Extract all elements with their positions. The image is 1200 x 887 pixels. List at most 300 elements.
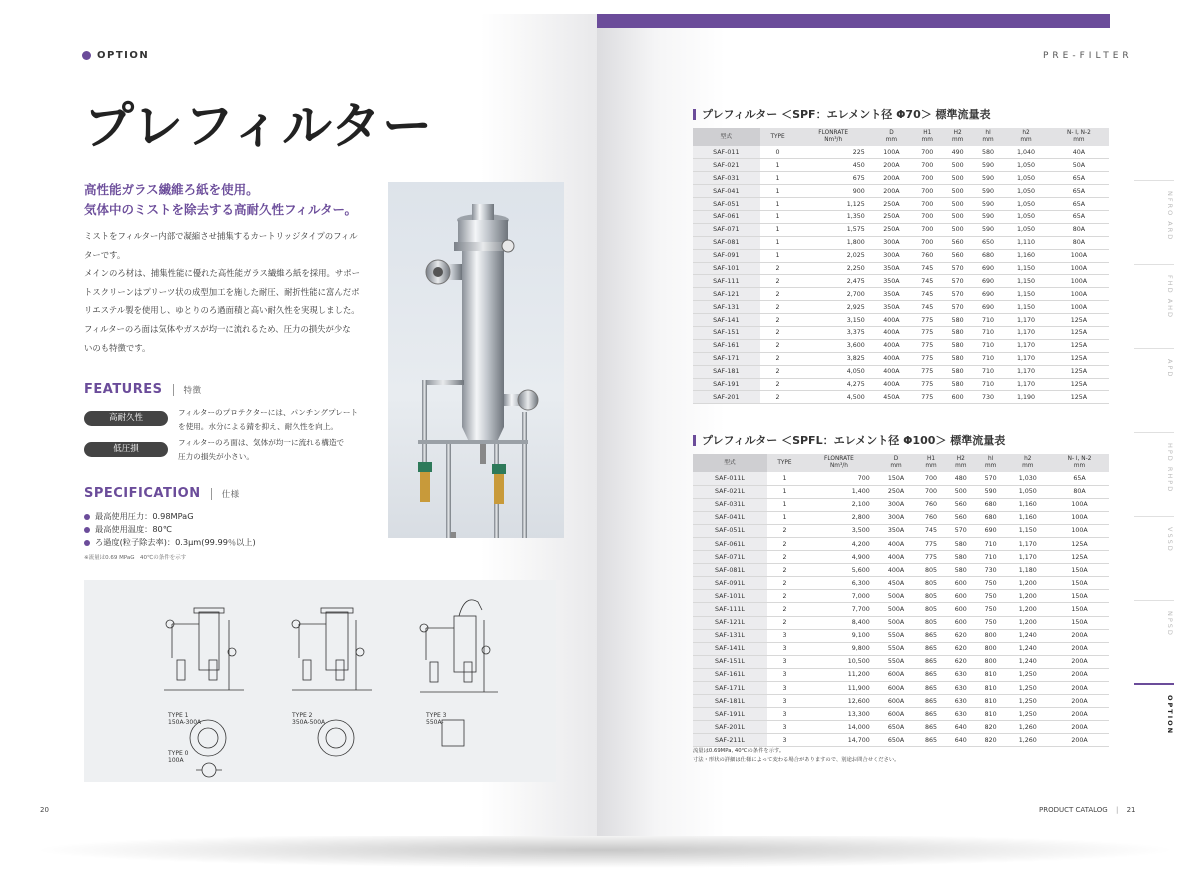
table-cell: 250A xyxy=(876,485,916,498)
table-cell: 810 xyxy=(976,668,1006,681)
table-row xyxy=(693,577,1109,590)
table-cell: SAF-091 xyxy=(693,249,760,262)
table-cell: 2 xyxy=(767,537,802,550)
table-cell: 13,300 xyxy=(802,708,876,721)
table-cell: 590 xyxy=(976,485,1006,498)
table-row xyxy=(693,655,1109,668)
table-cell: 1,150 xyxy=(1003,301,1049,314)
column-header: H1 mm xyxy=(916,454,946,472)
table-cell: 775 xyxy=(912,365,942,378)
table-cell: SAF-021L xyxy=(693,485,767,498)
table-cell: 630 xyxy=(946,695,976,708)
table-cell: 1,125 xyxy=(796,198,871,211)
table-cell: 775 xyxy=(912,391,942,404)
column-header: TYPE xyxy=(767,454,802,472)
table-cell: 200A xyxy=(1050,695,1109,708)
table-cell: 150A xyxy=(876,472,916,485)
table-cell: 865 xyxy=(916,668,946,681)
table-cell: 400A xyxy=(876,564,916,577)
table-cell: SAF-101L xyxy=(693,590,767,603)
table-row xyxy=(693,708,1109,721)
table-cell: 710 xyxy=(973,352,1003,365)
table-cell: 560 xyxy=(942,249,972,262)
table-row xyxy=(693,223,1109,236)
table-cell: SAF-051L xyxy=(693,524,767,537)
table-row xyxy=(693,391,1109,404)
column-header: N- I, N-2 mm xyxy=(1050,454,1109,472)
table-cell: 3 xyxy=(767,721,802,734)
table-cell: 9,800 xyxy=(802,642,876,655)
feature-tag: 低圧損 xyxy=(84,442,168,457)
table-cell: 450 xyxy=(796,159,871,172)
table-cell: 2,475 xyxy=(796,275,871,288)
table-cell: 745 xyxy=(916,524,946,537)
table-row xyxy=(693,339,1109,352)
table-cell: SAF-131L xyxy=(693,629,767,642)
table-cell: 1 xyxy=(760,236,796,249)
table-cell: 600A xyxy=(876,668,916,681)
table-cell: 1 xyxy=(760,249,796,262)
table-cell: 710 xyxy=(973,365,1003,378)
table-cell: 80A xyxy=(1050,485,1109,498)
side-tab-active[interactable]: OPTION xyxy=(1134,683,1174,783)
table-cell: 580 xyxy=(942,326,972,339)
table-cell: 1 xyxy=(760,185,796,198)
page-title: プレフィルター xyxy=(84,97,433,155)
table-cell: 4,500 xyxy=(796,391,871,404)
prefilter-vessel-illustration xyxy=(388,182,564,538)
table-cell: 800 xyxy=(976,629,1006,642)
table-cell: 3 xyxy=(767,655,802,668)
table-cell: 3 xyxy=(767,668,802,681)
spread-shadow xyxy=(30,832,1180,868)
table-cell: 200A xyxy=(1050,721,1109,734)
table-cell: 730 xyxy=(976,564,1006,577)
table-cell: 125A xyxy=(1049,378,1109,391)
side-tab[interactable]: APD xyxy=(1134,348,1174,432)
table-row xyxy=(693,198,1109,211)
table-cell: 100A xyxy=(1049,275,1109,288)
table-cell: 2 xyxy=(760,365,796,378)
table-cell: 620 xyxy=(946,629,976,642)
table-cell: 600 xyxy=(946,577,976,590)
column-header: H2 mm xyxy=(942,128,972,146)
column-header: TYPE xyxy=(760,128,796,146)
table-cell: 580 xyxy=(942,378,972,391)
table-cell: 1 xyxy=(767,485,802,498)
diagram-label: TYPE 0 100A xyxy=(168,750,189,764)
side-tab[interactable]: HPD RHPD xyxy=(1134,432,1174,516)
table-cell: 750 xyxy=(976,590,1006,603)
diagram-label: TYPE 1 150A-300A xyxy=(168,712,202,726)
table-cell: SAF-021 xyxy=(693,159,760,172)
diagram-label: TYPE 3 550A- xyxy=(426,712,447,726)
table-row xyxy=(693,524,1109,537)
table-cell: SAF-121 xyxy=(693,288,760,301)
table-cell: 745 xyxy=(912,262,942,275)
table-cell: 125A xyxy=(1049,352,1109,365)
table-cell: 400A xyxy=(871,339,912,352)
table-cell: 350A xyxy=(876,524,916,537)
table-cell: 3,500 xyxy=(802,524,876,537)
table-cell: 690 xyxy=(973,262,1003,275)
table-cell: 550A xyxy=(876,655,916,668)
table-cell: 65A xyxy=(1050,472,1109,485)
table-cell: SAF-191 xyxy=(693,378,760,391)
specification-heading: SPECIFICATION 仕様 xyxy=(84,486,240,501)
table-row xyxy=(693,236,1109,249)
table-cell: 865 xyxy=(916,682,946,695)
table-row xyxy=(693,498,1109,511)
table-cell: 630 xyxy=(946,708,976,721)
column-header: N- I, N-2 mm xyxy=(1049,128,1109,146)
table-cell: 710 xyxy=(976,537,1006,550)
table-cell: SAF-111L xyxy=(693,603,767,616)
table-cell: 3 xyxy=(767,682,802,695)
table-cell: 500 xyxy=(942,210,972,223)
table-cell: 750 xyxy=(976,603,1006,616)
table-cell: 690 xyxy=(976,524,1006,537)
table-cell: 1,170 xyxy=(1003,365,1049,378)
table-cell: 1,250 xyxy=(1005,695,1050,708)
table-cell: SAF-161 xyxy=(693,339,760,352)
table-cell: 590 xyxy=(973,172,1003,185)
table-cell: 125A xyxy=(1049,365,1109,378)
table-cell: 500A xyxy=(876,590,916,603)
table-cell: 3,825 xyxy=(796,352,871,365)
table-cell: 150A xyxy=(1050,590,1109,603)
spec-note: ※流量は0.69 MPaG 40℃の条件を示す xyxy=(84,555,187,561)
table-cell: 3 xyxy=(767,642,802,655)
table-cell: SAF-041 xyxy=(693,185,760,198)
table-cell: 1,200 xyxy=(1005,616,1050,629)
table-cell: 775 xyxy=(912,378,942,391)
table-cell: 1 xyxy=(760,198,796,211)
heading-separator xyxy=(173,384,174,396)
table-row xyxy=(693,642,1109,655)
table-row xyxy=(693,185,1109,198)
table-cell: SAF-141L xyxy=(693,642,767,655)
table-cell: 350A xyxy=(871,301,912,314)
table-cell: 500 xyxy=(946,485,976,498)
table-cell: 65A xyxy=(1049,172,1109,185)
table-row xyxy=(693,734,1109,747)
spec-item: ろ過度(粒子除去率)：0.3μm(99.99％以上) xyxy=(84,537,256,548)
table-cell: 7,000 xyxy=(802,590,876,603)
body-line: フィルターのろ面は気体やガスが均一に流れるため、圧力の損失が少な xyxy=(84,323,351,334)
table-cell: 810 xyxy=(976,682,1006,695)
body-line: ターです。 xyxy=(84,249,126,260)
table-cell: 1,250 xyxy=(1005,682,1050,695)
table-cell: SAF-181L xyxy=(693,695,767,708)
table-cell: 100A xyxy=(1049,301,1109,314)
table-row xyxy=(693,472,1109,485)
table-cell: 1,180 xyxy=(1005,564,1050,577)
table-cell: 400A xyxy=(876,537,916,550)
table-cell: 1,040 xyxy=(1003,146,1049,159)
table-cell: SAF-121L xyxy=(693,616,767,629)
table-cell: 650 xyxy=(973,236,1003,249)
table-cell: 125A xyxy=(1050,551,1109,564)
table-cell: SAF-191L xyxy=(693,708,767,721)
side-tab[interactable]: NFRO ARD xyxy=(1134,180,1174,264)
body-text xyxy=(84,227,374,357)
table-cell: 1,200 xyxy=(1005,603,1050,616)
table-row xyxy=(693,378,1109,391)
table-cell: 1,800 xyxy=(796,236,871,249)
table-cell: 550A xyxy=(876,642,916,655)
table-cell: 100A xyxy=(1049,262,1109,275)
table-cell: 2 xyxy=(760,301,796,314)
table-cell: SAF-181 xyxy=(693,365,760,378)
table-cell: 2 xyxy=(767,616,802,629)
table-cell: SAF-061 xyxy=(693,210,760,223)
table-cell: 200A xyxy=(1050,629,1109,642)
table-cell: 590 xyxy=(973,210,1003,223)
table-cell: 1,160 xyxy=(1005,511,1050,524)
table-cell: 400A xyxy=(871,352,912,365)
table-cell: 710 xyxy=(976,551,1006,564)
section-label: OPTION xyxy=(82,50,149,61)
table-cell: 125A xyxy=(1049,326,1109,339)
table-cell: SAF-011 xyxy=(693,146,760,159)
table-cell: SAF-031L xyxy=(693,498,767,511)
table-cell: 1,170 xyxy=(1003,314,1049,327)
table-cell: 4,275 xyxy=(796,378,871,391)
table-cell: 4,050 xyxy=(796,365,871,378)
table-cell: SAF-141 xyxy=(693,314,760,327)
table-row xyxy=(693,262,1109,275)
column-header: H2 mm xyxy=(946,454,976,472)
table-cell: 80A xyxy=(1049,223,1109,236)
table-cell: 570 xyxy=(976,472,1006,485)
table-cell: 1,170 xyxy=(1003,339,1049,352)
table-cell: 570 xyxy=(942,262,972,275)
table-cell: 9,100 xyxy=(802,629,876,642)
table-cell: 3,375 xyxy=(796,326,871,339)
table-cell: 1,050 xyxy=(1003,198,1049,211)
table-cell: 50A xyxy=(1049,159,1109,172)
table-cell: 350A xyxy=(871,288,912,301)
table-cell: 150A xyxy=(1050,577,1109,590)
table-cell: 805 xyxy=(916,603,946,616)
table-cell: 2 xyxy=(767,564,802,577)
table-cell: 775 xyxy=(912,352,942,365)
table-cell: 65A xyxy=(1049,210,1109,223)
table-cell: 250A xyxy=(871,210,912,223)
table-cell: 200A xyxy=(1050,682,1109,695)
table-cell: 125A xyxy=(1049,314,1109,327)
table-cell: 590 xyxy=(973,159,1003,172)
table-cell: 865 xyxy=(916,708,946,721)
table-cell: 710 xyxy=(973,326,1003,339)
table-cell: 580 xyxy=(942,365,972,378)
spec-item: 最高使用温度：80℃ xyxy=(84,524,172,535)
table-cell: 775 xyxy=(916,551,946,564)
table-cell: 865 xyxy=(916,721,946,734)
table-cell: 65A xyxy=(1049,198,1109,211)
table-cell: 1 xyxy=(767,511,802,524)
table-cell: 300A xyxy=(876,498,916,511)
diagram-label: TYPE 2 350A-500A xyxy=(292,712,326,726)
table-cell: 1,030 xyxy=(1005,472,1050,485)
table-cell: 1,190 xyxy=(1003,391,1049,404)
table-row xyxy=(693,249,1109,262)
body-line: いのも特徴です。 xyxy=(84,342,151,353)
table-cell: 125A xyxy=(1049,339,1109,352)
table-title: プレフィルター ＜SPF：エレメント径 Φ70＞ 標準流量表 xyxy=(693,106,991,122)
table-cell: 14,700 xyxy=(802,734,876,747)
table-cell: SAF-131 xyxy=(693,301,760,314)
table-cell: 700 xyxy=(912,159,942,172)
table-cell: 1,240 xyxy=(1005,655,1050,668)
table-row xyxy=(693,365,1109,378)
table-cell: SAF-031 xyxy=(693,172,760,185)
table-row xyxy=(693,146,1109,159)
table-cell: 2 xyxy=(767,590,802,603)
table-cell: 800 xyxy=(976,655,1006,668)
table-row xyxy=(693,326,1109,339)
table-header xyxy=(693,454,1109,472)
table-cell: 1 xyxy=(760,210,796,223)
table-row xyxy=(693,511,1109,524)
table-cell: 580 xyxy=(942,352,972,365)
table-cell: 600 xyxy=(942,391,972,404)
table-cell: 200A xyxy=(1050,734,1109,747)
table-cell: 700 xyxy=(912,185,942,198)
table-cell: 250A xyxy=(871,223,912,236)
column-header: FLONRATE Nm³/h xyxy=(802,454,876,472)
table-row xyxy=(693,564,1109,577)
table-cell: 2,700 xyxy=(796,288,871,301)
table-cell: 805 xyxy=(916,577,946,590)
table-cell: 745 xyxy=(912,275,942,288)
table-cell: 1,150 xyxy=(1003,288,1049,301)
table-cell: 1,170 xyxy=(1003,352,1049,365)
technical-drawing-icon xyxy=(84,580,556,782)
table-cell: 700 xyxy=(912,198,942,211)
table-cell: 600 xyxy=(946,616,976,629)
table-cell: 500A xyxy=(876,603,916,616)
side-tab[interactable]: NPSD xyxy=(1134,600,1174,684)
side-tab[interactable]: FHD AHD xyxy=(1134,264,1174,348)
table-row xyxy=(693,590,1109,603)
table-cell: SAF-081 xyxy=(693,236,760,249)
table-cell: 690 xyxy=(973,301,1003,314)
table-cell: 3,600 xyxy=(796,339,871,352)
table-cell: 1 xyxy=(760,223,796,236)
table-cell: 1,250 xyxy=(1005,708,1050,721)
table-cell: SAF-201L xyxy=(693,721,767,734)
table-cell: 1,350 xyxy=(796,210,871,223)
table-cell: 2 xyxy=(760,339,796,352)
table-cell: 200A xyxy=(1050,668,1109,681)
table-cell: 2,250 xyxy=(796,262,871,275)
table-cell: 570 xyxy=(942,301,972,314)
table-cell: 2,800 xyxy=(802,511,876,524)
table-cell: 1,170 xyxy=(1003,326,1049,339)
table-cell: 1,200 xyxy=(1005,577,1050,590)
table-cell: 1 xyxy=(760,159,796,172)
table-cell: 300A xyxy=(871,236,912,249)
table-cell: 100A xyxy=(1049,288,1109,301)
column-header: hl mm xyxy=(976,454,1006,472)
table-cell: 820 xyxy=(976,721,1006,734)
table-cell: 11,900 xyxy=(802,682,876,695)
table-cell: 2,025 xyxy=(796,249,871,262)
table-row xyxy=(693,301,1109,314)
table-cell: 760 xyxy=(912,249,942,262)
table-cell: 550A xyxy=(876,629,916,642)
table-cell: 2 xyxy=(760,314,796,327)
table-row xyxy=(693,314,1109,327)
table-cell: 630 xyxy=(946,682,976,695)
table-cell: 450A xyxy=(876,577,916,590)
table-cell: 11,200 xyxy=(802,668,876,681)
table-cell: 650A xyxy=(876,721,916,734)
table-cell: 2 xyxy=(760,275,796,288)
table-cell: 100A xyxy=(1050,498,1109,511)
column-header: 型式 xyxy=(693,128,760,146)
table-cell: 560 xyxy=(942,236,972,249)
table-cell: 500 xyxy=(942,172,972,185)
table-cell: 700 xyxy=(916,485,946,498)
right-page xyxy=(597,14,1181,836)
table-cell: 710 xyxy=(973,378,1003,391)
body-line: トスクリーンはプリーツ状の成型加工を施した耐圧、耐折性能に富んだポ xyxy=(84,286,360,297)
column-header: h2 mm xyxy=(1003,128,1049,146)
table-cell: 40A xyxy=(1049,146,1109,159)
table-cell: 0 xyxy=(760,146,796,159)
table-cell: 730 xyxy=(973,391,1003,404)
flow-rate-table-spfl xyxy=(693,454,1109,747)
table-cell: 400A xyxy=(871,326,912,339)
table-cell: 680 xyxy=(976,498,1006,511)
title-bar-icon xyxy=(693,435,696,446)
table-cell: 680 xyxy=(973,249,1003,262)
table-cell: 600 xyxy=(946,590,976,603)
table-cell: 8,400 xyxy=(802,616,876,629)
table-cell: 150A xyxy=(1050,603,1109,616)
flow-rate-table-spf xyxy=(693,128,1109,404)
table-cell: SAF-171 xyxy=(693,352,760,365)
body-line: リエステル製を使用し、ゆとりのろ過面積と高い耐久性を実現しました。 xyxy=(84,305,360,316)
table-cell: 560 xyxy=(946,498,976,511)
table-cell: 600A xyxy=(876,708,916,721)
table-cell: 700 xyxy=(912,210,942,223)
table-cell: 640 xyxy=(946,721,976,734)
table-cell: 745 xyxy=(912,288,942,301)
table-cell: 675 xyxy=(796,172,871,185)
table-cell: 775 xyxy=(912,326,942,339)
table-cell: 500 xyxy=(942,159,972,172)
table-cell: 3 xyxy=(767,734,802,747)
table-cell: 7,700 xyxy=(802,603,876,616)
side-tab[interactable]: VSSD xyxy=(1134,516,1174,600)
table-row xyxy=(693,668,1109,681)
table-cell: 4,900 xyxy=(802,551,876,564)
table-cell: 200A xyxy=(871,185,912,198)
table-cell: 100A xyxy=(1050,524,1109,537)
table-cell: 2 xyxy=(767,524,802,537)
table-cell: SAF-071 xyxy=(693,223,760,236)
table-cell: 80A xyxy=(1049,236,1109,249)
table-cell: 2 xyxy=(760,391,796,404)
table-cell: SAF-101 xyxy=(693,262,760,275)
feature-tag: 高耐久性 xyxy=(84,411,168,426)
table-row xyxy=(693,275,1109,288)
table-cell: 775 xyxy=(916,537,946,550)
